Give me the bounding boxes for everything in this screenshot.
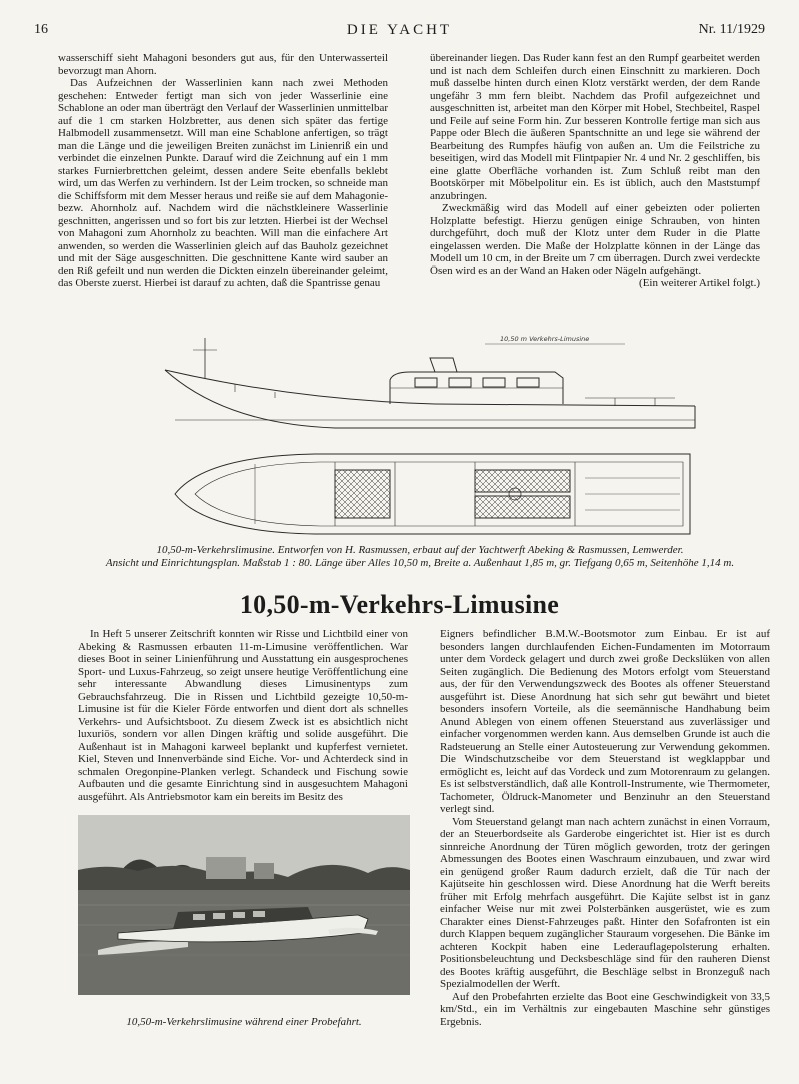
caption-line: 10,50-m-Verkehrslimusine. Entworfen von H. Rasmussen, erbaut auf der Yachtwerft Abeking & Rasmussen, Lemwerder. bbox=[156, 544, 684, 556]
paragraph: wasserschiff sieht Mahagoni besonders gut aus, für den Unterwasserteil bevorzugt man Ahorn. bbox=[58, 52, 388, 77]
caption-line: Ansicht und Einrichtungsplan. Maßstab 1 : 80. Länge über Alles 10,50 m, Breite a. Außenhaut 1,85 m, gr. Tiefgang 0,65 m, Seitenhöhe 1,14 m. bbox=[105, 556, 735, 569]
page-header bbox=[34, 22, 765, 42]
paragraph: Zweckmäßig wird das Modell auf einer gebeizten oder polierten Holzplatte befestigt. Hierzu genügen einige Schrauben, von hinten durchgeführt, doch muß der Klotz unter dem Ruder in die Platte eingelassen werden. Die Maße der Holzplatte können in der Länge das Modell um 10 cm, in der Breite um 7 cm überragen. Durch zwei verdeckte Ösen wird es an der Wand an Haken oder Nägeln aufgehängt. bbox=[430, 202, 760, 277]
article-headline: 10,50-m-Verkehrs-Limusine bbox=[239, 590, 560, 619]
photo-caption: 10,50-m-Verkehrslimusine während einer Probefahrt. bbox=[126, 1016, 362, 1028]
paragraph: In Heft 5 unserer Zeitschrift konnten wir Risse und Lichtbild einer von Abeking & Rasmussen erbauten 11-m-Limusine veröffentlichen. War dieses Boot in seiner Linienführung und Ausstattung ein ausgesprochenes Sport- und Luxus-Fahrzeug, so zeigt unsere heutige Veröffentlichung eine sehr interessante Abwandlung dieses Limusinentyps zum Gebrauchsfahrzeug. Die in Rissen und Lichtbild gezeigte 10,50-m-Limusine ist für die Kieler Förde entworfen und dient dort als schnelles Verkehrs- und Aufsichtsboot. Zu diesem Zweck ist es absichtlich nicht luxuriös, sondern vor allen Dingen kräftig und solide ausgeführt. Die Außenhaut ist in Mahagoni karweel beplankt und kupferfest vernietet. Kiel, Steven und Innenverbände sind Eiche. Vor- und Achterdeck sind in schmalen Oregonpine-Planken verlegt. Schandeck und Fischung sowie Aufbauten und die gesamte Einrichtung sind in ausgesuchtem Mahagoni ausgeführt. Als Antriebsmotor kam ein bereits im Besitz des bbox=[78, 628, 408, 803]
paragraph: Eigners befindlicher B.M.W.-Bootsmotor zum Einbau. Er ist auf besonders langen durchlaufenden Eichen-Fundamenten im Motorraum unter dem Vordeck gelagert und durch zwei große Deckslüken von allen Seiten zugänglich. Die Bedienung des Motors erfolgt vom Steuerstand aus, der für den Verwendungszweck des Bootes als offener Steuerstand ausgeführt ist. Diese Anordnung hat sich sehr gut bewährt und bietet besonders insofern Vorteile, als die seemännische Handhabung beim Anund Ablegen von einem offenen Steuerstand aus zuverlässiger und einfacher vorgenommen werden kann. Aus demselben Grunde ist auch die Radsteuerung an Stelle einer Autosteuerung zur Verwendung gekommen. Die Windschutzscheibe vor dem Steuerstand ist wegklappbar und ermöglicht es, leicht auf das Vordeck und zum Motorenraum zu gelangen. Es ist selbstverständlich, daß alle Kontroll-Instrumente, wie Thermometer, Tachometer, Öldruck-Manometer und Benzinuhr an den Steuerstand verlegt sind. bbox=[440, 628, 770, 815]
article-left-column bbox=[78, 628, 408, 803]
previous-article-left-column bbox=[58, 52, 388, 290]
boat-deck-plan-drawing bbox=[135, 448, 715, 540]
drawing-title: 10,50 m Verkehrs-Limusine bbox=[500, 335, 590, 343]
magazine-title: DIE YACHT bbox=[346, 22, 453, 38]
paragraph: Auf den Probefahrten erzielte das Boot eine Geschwindigkeit von 33,5 km/Std., ein im Verhältnis zur eingebauten Maschine sehr günstiges Ergebnis. bbox=[440, 990, 770, 1028]
paragraph: Das Aufzeichnen der Wasserlinien kann nach zwei Methoden geschehen: Entweder fertigt man sich von jeder Wasserlinie eine Schablone an oder man überträgt den Verlauf der Wasserlinien unmittelbar auf die 1 cm starken Holzbretter, aus denen sich später das fertige Halbmodell zusammensetzt. Will man eine Schablone anfertigen, so trägt man die Länge und die jeweiligen Breiten zunächst im Linienriß ein und verbindet die einzelnen Punkte. Darauf wird die Zeichnung auf ein 1 mm starkes Furnierbrettchen geleimt, dessen andere Seite ebenfalls beklebt wird, um das Werfen zu verhindern. Ist der Leim trocken, so schneide man die Schiffsform mit dem Messer heraus und reiße sie auf dem Mahagonie- bezw. Ahornholz auf. Nachdem wird die nächstkleinere Wasserlinie geschnitten, angerissen und so fort bis zur letzten. Hierbei ist der Wechsel von Mahagoni zum Ahornholz zu beachten. Will man die einfachere Art anwenden, so werden die Wasserlinien gleich auf das Bauholz gezeichnet und mit der Säge ausgeschnitten. Die geschnittene Kante wird sauber an den Riß gefeilt und nun werden die Dickten einzeln übereinander geleimt, das Oberste zuerst. Hierbei ist darauf zu achten, daß die Spantrisse genau bbox=[58, 77, 388, 289]
issue-number: Nr. 11/1929 bbox=[698, 22, 765, 37]
paragraph: Vom Steuerstand gelangt man nach achtern zunächst in einen Vorraum, der an Steuerbordseite als Garderobe eingerichtet ist. Hier ist es durch sinnreiche Anordnung der Türen möglich geworden, trotz der geringen Abmessungen des Bootes einen Waschraum einzubauen, und zwar wird ein genügend großer Raum dadurch erzielt, daß die Tür nach der Kajütseite hin geschlossen wird. Diese Anordnung hat die Werft bereits früher mit Erfolg mehrfach ausgeführt. Die Kajüte selbst ist in ganz einfacher Weise nur mit zwei Polsterbänken ausgerüstet, wie es zum Charakter eines Dienst-Fahrzeuges paßt. Hinter den Sofafronten ist ein durch Klappen bequem zugänglicher Stauraum vorgesehen. Die Bänke im achteren Kockpit haben eine Lederauflagepolsterung erhalten. Positionsbeleuchtung und Decksbeschläge sind für den rauheren Dienst des Bootes kräftig ausgeführt, die Beschläge selbst in Bronzeguß nach Spezialmodellen der Werft. bbox=[440, 815, 770, 990]
article-right-column bbox=[440, 628, 770, 1028]
boat-photo bbox=[78, 815, 410, 995]
continuation-note: (Ein weiterer Artikel folgt.) bbox=[639, 277, 760, 289]
figure-caption bbox=[80, 544, 760, 569]
page-number: 16 bbox=[34, 22, 48, 37]
boat-profile-drawing bbox=[135, 328, 715, 436]
paragraph: übereinander liegen. Das Ruder kann fest an den Rumpf gearbeitet werden und ist nach dem Schleifen durch einen Einschnitt zu markieren. Doch muß dasselbe hinten durch einen Klotz verstärkt werden, der dem Rande ungefähr 3 mm fern bleibt. Nachdem das Profil aufgezeichnet und ausgeschnitten ist, arbeitet man den Körper mit Hobel, Stechbeitel, Raspel und Feile auf seine Form hin. Zur besseren Kontrolle fertige man sich aus Pappe oder Blech die äußeren Spantschnitte an und lege sie während der Bearbeitung des Rumpfes häufig von außen an. Um die Feilstriche zu beseitigen, wird das Modell mit Flintpapier Nr. 4 und Nr. 2 geschliffen, bis eine glatte Oberfläche vorhanden ist. Zum Schluß reibt man den Bootskörper mit Möbelpolitur ein. Es ist üblich, auch den Maststumpf anzubringen. bbox=[430, 52, 760, 202]
previous-article-right-column bbox=[430, 52, 760, 290]
